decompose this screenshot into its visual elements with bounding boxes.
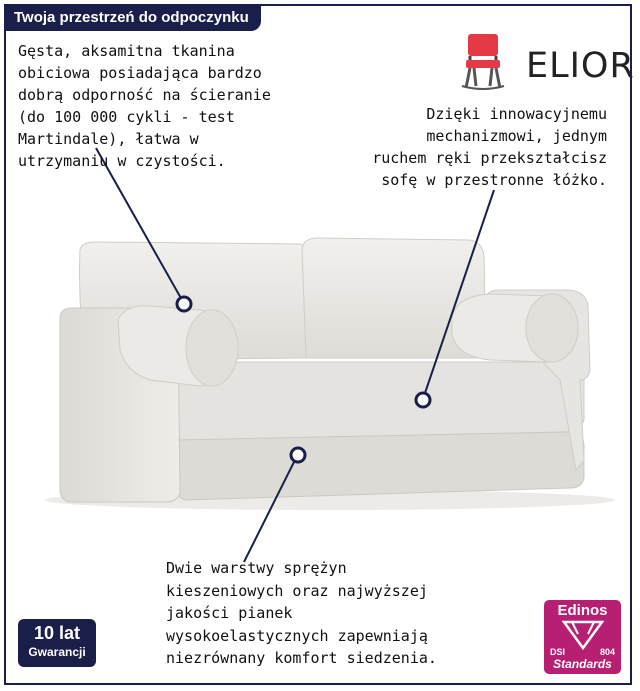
callout-dot-fabric: [177, 297, 191, 311]
bolster-pillow-left-end: [186, 310, 238, 386]
edinos-standards: Standards: [553, 657, 612, 671]
bolster-pillow-right-end: [526, 294, 578, 362]
feature-text-springs: Dwie warstwy sprężyn kieszeniowych oraz najwyższej jakości pianek wysokoelastycznych zapewniają niezrównany komfort siedzenia.: [166, 559, 437, 667]
seat-cushion: [170, 362, 584, 440]
warranty-badge: [18, 619, 96, 667]
sofa-base: [178, 432, 584, 500]
edinos-number: 804: [599, 647, 615, 657]
feature-text-fabric: Gęsta, aksamitna tkanina obiciowa posiadająca bardzo dobrą odporność na ścieranie (do 100 000 cykli - test Martindale), łatwa w utrzymaniu w czystości.: [18, 42, 271, 170]
brand-logo-text: ELIOR: [526, 46, 635, 86]
edinos-name: Edinos: [557, 602, 608, 619]
edinos-dsi: DSI: [550, 647, 566, 657]
callout-dot-springs: [291, 448, 305, 462]
callout-dot-mechanism: [416, 393, 430, 407]
warranty-years: 10 lat: [33, 623, 81, 643]
warranty-label: Gwarancji: [28, 645, 86, 659]
edinos-emblem-icon: [562, 620, 604, 650]
page-title: Twoja przestrzeń do odpoczynku: [4, 4, 261, 31]
feature-text-mechanism: Dzięki innowacyjnemu mechanizmowi, jednym ruchem ręki przekształcisz sofę w przestronne łóżko.: [372, 105, 607, 189]
chair-icon: [454, 32, 514, 92]
